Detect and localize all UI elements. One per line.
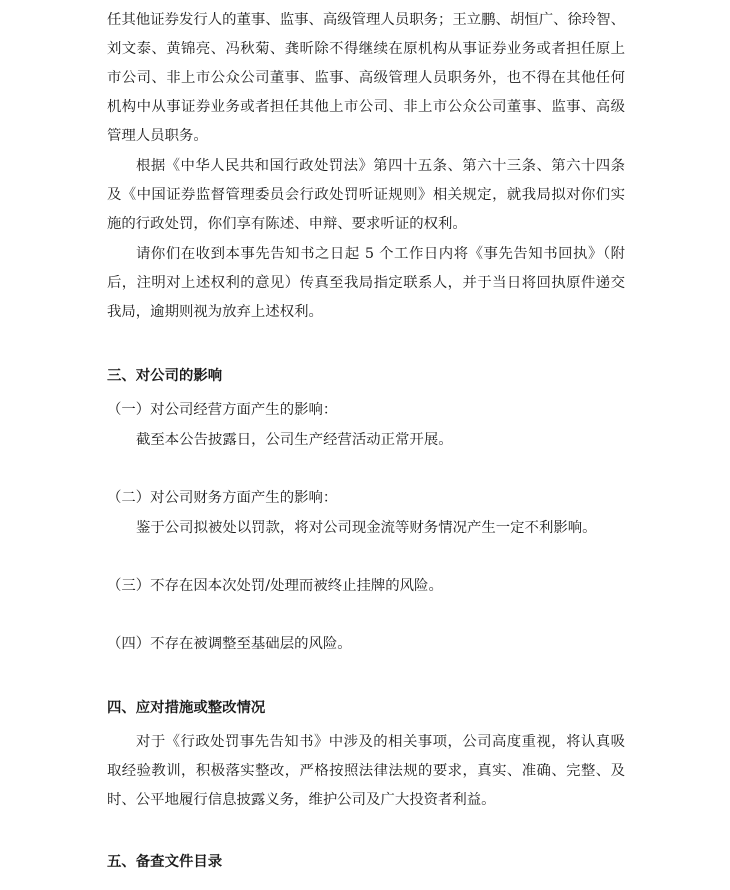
subsection-body: 截至本公告披露日，公司生产经营活动正常开展。 <box>136 432 453 448</box>
subsection-title: （一）对公司经营方面产生的影响： <box>107 402 338 418</box>
subsection-title: （二）对公司财务方面产生的影响： <box>107 490 338 506</box>
paragraph-line: 机构中从事证券业务或者担任其他上市公司、非上市公众公司董事、监事、高级 <box>107 99 625 115</box>
paragraph-line: 刘文泰、黄锦亮、冯秋菊、龚昕除不得继续在原机构从事证券业务或者担任原上 <box>107 41 625 57</box>
paragraph-line: 及《中国证券监督管理委员会行政处罚听证规则》相关规定，就我局拟对你们实 <box>107 187 625 203</box>
subsection-title: （三）不存在因本次处罚/处理而被终止挂牌的风险。 <box>107 578 443 594</box>
paragraph-line: 管理人员职务。 <box>107 128 208 144</box>
paragraph-line: 取经验教训，积极落实整改，严格按照法律法规的要求，真实、准确、完整、及 <box>107 763 625 779</box>
subsection-body: 鉴于公司拟被处以罚款，将对公司现金流等财务情况产生一定不利影响。 <box>136 520 597 536</box>
paragraph-line: 根据《中华人民共和国行政处罚法》第四十五条、第六十三条、第六十四条 <box>136 158 625 174</box>
paragraph-line: 施的行政处罚，你们享有陈述、申辩、要求听证的权利。 <box>107 216 467 232</box>
section-heading: 三、对公司的影响 <box>107 368 223 384</box>
section-heading: 四、应对措施或整改情况 <box>107 700 266 716</box>
paragraph-line: 我局，逾期则视为放弃上述权利。 <box>107 304 323 320</box>
section-heading: 五、备查文件目录 <box>107 854 223 870</box>
paragraph-line: 对于《行政处罚事先告知书》中涉及的相关事项，公司高度重视，将认真吸 <box>136 734 625 750</box>
paragraph-line: 后，注明对上述权利的意见）传真至我局指定联系人，并于当日将回执原件递交 <box>107 275 625 291</box>
paragraph-line: 任其他证券发行人的董事、监事、高级管理人员职务；王立鹏、胡恒广、徐玲智、 <box>107 12 626 28</box>
paragraph-line: 时、公平地履行信息披露义务，维护公司及广大投资者利益。 <box>107 792 496 808</box>
paragraph-line: 请你们在收到本事先告知书之日起 5 个工作日内将《事先告知书回执》（附 <box>136 246 625 262</box>
paragraph-line: 市公司、非上市公众公司董事、监事、高级管理人员职务外，也不得在其他任何 <box>107 70 625 86</box>
subsection-title: （四）不存在被调整至基础层的风险。 <box>107 636 352 652</box>
